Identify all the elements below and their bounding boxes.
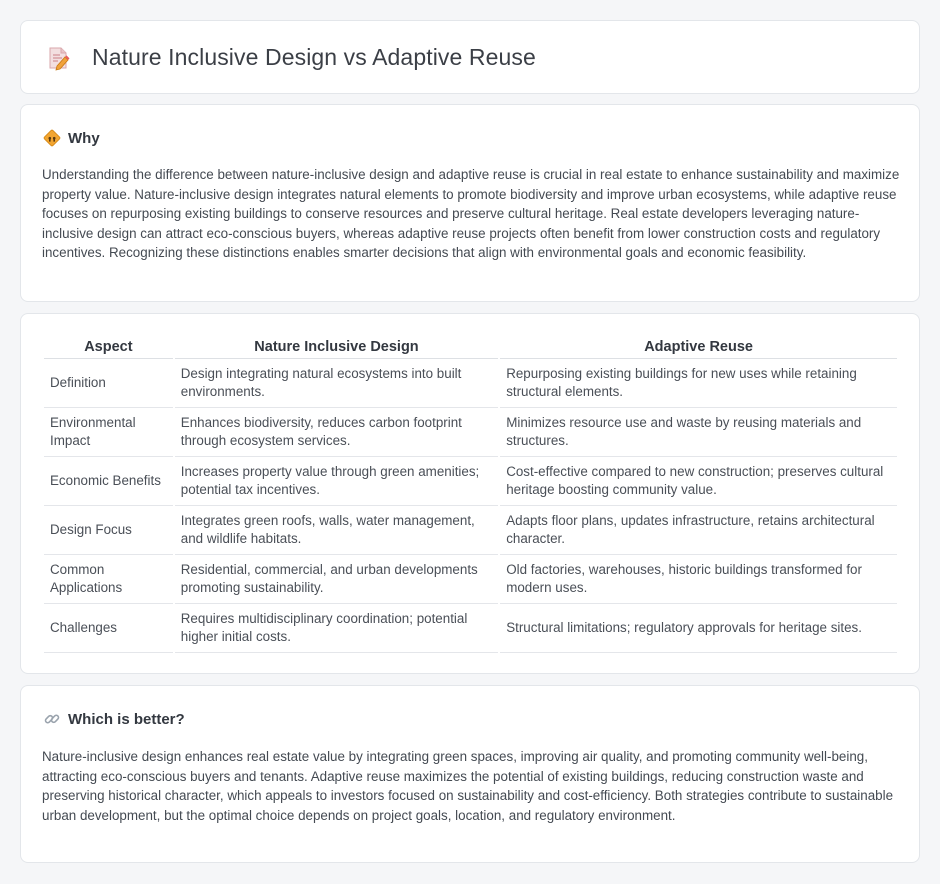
why-text: Understanding the difference between nature-inclusive design and adaptive reuse is crucial in real estate to enhance sustainability and maximize property value. Nature-inclusive design integrates natural elements to promote biodiversity and improve urban ecosystems, while adaptive reuse focuses on repurposing existing buildings to conserve resources and preserve cultural heritage. Real estate developers leveraging nature-inclusive design can attract eco-conscious buyers, whereas adaptive reuse projects often benefit from lower construction costs and regulatory incentives. Recognizing these distinctions enables smarter decisions that align with environmental goals and economic feasibility. xyxy=(42,167,900,260)
why-heading xyxy=(43,128,100,148)
reuse-cell: Minimizes resource use and waste by reusing materials and structures. xyxy=(500,408,897,457)
reuse-cell: Structural limitations; regulatory approvals for heritage sites. xyxy=(500,604,897,653)
reuse-cell: Cost-effective compared to new construction; preserves cultural heritage boosting community value. xyxy=(500,457,897,506)
table-row xyxy=(44,408,897,457)
reuse-cell: Repurposing existing buildings for new uses while retaining structural elements. xyxy=(500,359,897,408)
aspect-cell: Definition xyxy=(44,359,173,408)
better-title: Which is better? xyxy=(68,710,185,728)
nature-cell: Integrates green roofs, walls, water management, and wildlife habitats. xyxy=(175,506,498,555)
why-section xyxy=(20,104,920,302)
link-icon xyxy=(43,710,61,728)
nature-cell: Increases property value through green amenities; potential tax incentives. xyxy=(175,457,498,506)
nature-cell: Design integrating natural ecosystems into built environments. xyxy=(175,359,498,408)
page-title: Nature Inclusive Design vs Adaptive Reuse xyxy=(92,44,536,70)
document-pencil-icon xyxy=(45,45,71,71)
table-row xyxy=(44,555,897,604)
why-title: Why xyxy=(68,129,100,147)
road-sign-icon xyxy=(43,129,61,147)
nature-cell: Residential, commercial, and urban developments promoting sustainability. xyxy=(175,555,498,604)
table-row xyxy=(44,506,897,555)
header-adaptive-reuse: Adaptive Reuse xyxy=(500,337,897,359)
better-heading xyxy=(43,709,185,729)
comparison-table-card xyxy=(20,313,920,674)
title-card xyxy=(20,20,920,94)
aspect-cell: Challenges xyxy=(44,604,173,653)
header-aspect: Aspect xyxy=(44,337,173,359)
nature-cell: Requires multidisciplinary coordination; potential higher initial costs. xyxy=(175,604,498,653)
table-header-row xyxy=(44,337,897,359)
better-text: Nature-inclusive design enhances real estate value by integrating green spaces, improving air quality, and promoting community well-being, attracting eco-conscious buyers and tenants. Adaptive reuse maximizes the potential of existing buildings, reducing construction waste and preserving historical character, which appeals to investors focused on sustainability and cost-efficiency. Both strategies contribute to sustainable urban development, but the optimal choice depends on project goals, location, and regulatory environment. xyxy=(42,749,894,823)
which-is-better-section xyxy=(20,685,920,863)
table-row xyxy=(44,604,897,653)
table-row xyxy=(44,457,897,506)
aspect-cell: Common Applications xyxy=(44,555,173,604)
comparison-table xyxy=(42,337,899,653)
table-row xyxy=(44,359,897,408)
nature-cell: Enhances biodiversity, reduces carbon footprint through ecosystem services. xyxy=(175,408,498,457)
aspect-cell: Environmental Impact xyxy=(44,408,173,457)
header-nature-inclusive-design: Nature Inclusive Design xyxy=(175,337,498,359)
aspect-cell: Design Focus xyxy=(44,506,173,555)
reuse-cell: Old factories, warehouses, historic buildings transformed for modern uses. xyxy=(500,555,897,604)
reuse-cell: Adapts floor plans, updates infrastructure, retains architectural character. xyxy=(500,506,897,555)
aspect-cell: Economic Benefits xyxy=(44,457,173,506)
